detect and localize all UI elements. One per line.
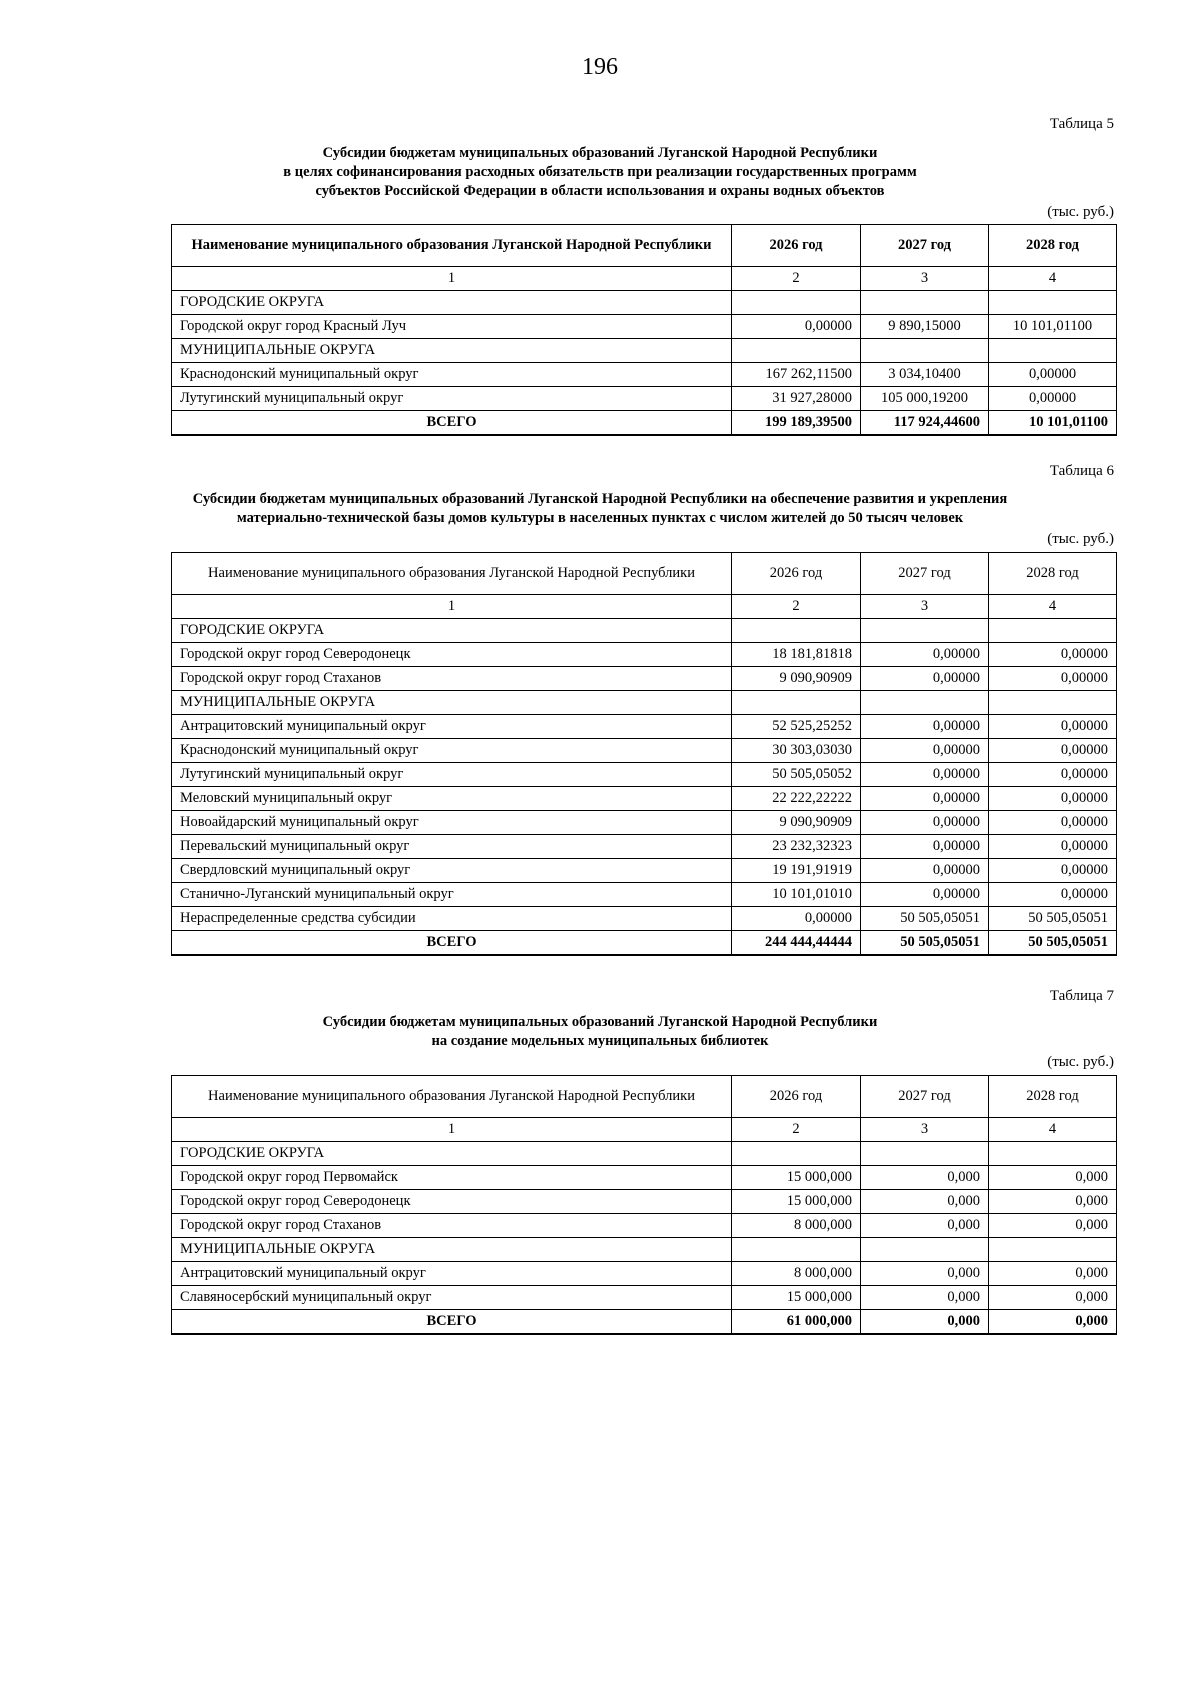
table-title-line: в целях софинансирования расходных обязательств при реализации государственных программ <box>283 164 917 180</box>
value-cell <box>732 619 861 643</box>
column-header-name: Наименование муниципального образования Луганской Народной Республики <box>172 553 732 595</box>
value-cell: 0,000 <box>989 1190 1117 1214</box>
value-cell: 3 034,10400 <box>861 363 989 387</box>
column-index-cell: 2 <box>732 595 861 619</box>
header-row <box>172 1076 1117 1118</box>
column-index-cell: 4 <box>989 1118 1117 1142</box>
value-cell: 15 000,000 <box>732 1190 861 1214</box>
municipality-name-cell: Краснодонский муниципальный округ <box>172 363 732 387</box>
column-index-row <box>172 595 1117 619</box>
column-index-cell: 3 <box>861 267 989 291</box>
table-title <box>130 144 1070 201</box>
value-cell: 117 924,44600 <box>861 411 989 436</box>
units-label: (тыс. руб.) <box>1047 531 1114 547</box>
table-row <box>172 1166 1117 1190</box>
value-cell: 0,00000 <box>861 643 989 667</box>
column-index-cell: 1 <box>172 595 732 619</box>
value-cell: 0,000 <box>989 1262 1117 1286</box>
value-cell: 15 000,000 <box>732 1166 861 1190</box>
table-title-line: на создание модельных муниципальных библиотек <box>431 1033 769 1049</box>
value-cell: 0,00000 <box>989 859 1117 883</box>
column-index-row <box>172 267 1117 291</box>
municipality-name-cell: МУНИЦИПАЛЬНЫЕ ОКРУГА <box>172 691 732 715</box>
column-header-year: 2026 год <box>732 553 861 595</box>
value-cell: 199 189,39500 <box>732 411 861 436</box>
table-row <box>172 907 1117 931</box>
value-cell: 0,00000 <box>989 883 1117 907</box>
municipality-name-cell: ГОРОДСКИЕ ОКРУГА <box>172 291 732 315</box>
municipality-name-cell: Лутугинский муниципальный округ <box>172 763 732 787</box>
value-cell <box>989 1238 1117 1262</box>
table-row <box>172 787 1117 811</box>
value-cell: 0,00000 <box>989 835 1117 859</box>
value-cell: 0,00000 <box>989 787 1117 811</box>
value-cell <box>732 339 861 363</box>
column-header-year: 2028 год <box>989 1076 1117 1118</box>
municipality-name-cell: Нераспределенные средства субсидии <box>172 907 732 931</box>
value-cell <box>732 1238 861 1262</box>
units-label: (тыс. руб.) <box>1047 1054 1114 1070</box>
value-cell: 244 444,44444 <box>732 931 861 956</box>
subsidy-table <box>171 224 1117 436</box>
value-cell: 52 525,25252 <box>732 715 861 739</box>
table-row <box>172 643 1117 667</box>
value-cell <box>732 691 861 715</box>
group-row <box>172 1238 1117 1262</box>
value-cell: 0,000 <box>989 1214 1117 1238</box>
group-row <box>172 1142 1117 1166</box>
value-cell: 0,000 <box>989 1286 1117 1310</box>
value-cell: 8 000,000 <box>732 1214 861 1238</box>
municipality-name-cell: Станично-Луганский муниципальный округ <box>172 883 732 907</box>
municipality-name-cell: Перевальский муниципальный округ <box>172 835 732 859</box>
page-number: 196 <box>582 54 618 80</box>
value-cell: 30 303,03030 <box>732 739 861 763</box>
value-cell: 0,00000 <box>861 883 989 907</box>
municipality-name-cell: Городской округ город Стаханов <box>172 1214 732 1238</box>
value-cell: 0,00000 <box>861 763 989 787</box>
municipality-name-cell: Свердловский муниципальный округ <box>172 859 732 883</box>
municipality-name-cell: Городской округ город Красный Луч <box>172 315 732 339</box>
header-row <box>172 553 1117 595</box>
value-cell: 0,000 <box>861 1190 989 1214</box>
group-row <box>172 339 1117 363</box>
table-row <box>172 811 1117 835</box>
column-index-cell: 1 <box>172 267 732 291</box>
value-cell: 10 101,01010 <box>732 883 861 907</box>
total-row <box>172 931 1117 956</box>
municipality-name-cell: Городской округ город Северодонецк <box>172 643 732 667</box>
table-row <box>172 363 1117 387</box>
column-header-year: 2027 год <box>861 1076 989 1118</box>
table-title-line: материально-технической базы домов культуры в населенных пунктах с числом жителей до 50 тысяч человек <box>236 510 964 526</box>
value-cell: 10 101,01100 <box>989 315 1117 339</box>
table-row <box>172 835 1117 859</box>
subsidy-table <box>171 1075 1117 1335</box>
value-cell <box>732 1142 861 1166</box>
value-cell <box>861 339 989 363</box>
column-header-name: Наименование муниципального образования Луганской Народной Республики <box>172 1076 732 1118</box>
table-row <box>172 715 1117 739</box>
value-cell <box>861 1238 989 1262</box>
column-header-year: 2027 год <box>861 553 989 595</box>
table-row <box>172 739 1117 763</box>
table-row <box>172 1262 1117 1286</box>
table-label: Таблица 6 <box>1049 463 1114 479</box>
value-cell: 9 890,15000 <box>861 315 989 339</box>
value-cell <box>989 339 1117 363</box>
value-cell: 0,00000 <box>989 363 1117 387</box>
column-header-year: 2028 год <box>989 225 1117 267</box>
column-index-cell: 2 <box>732 267 861 291</box>
column-header-year: 2026 год <box>732 1076 861 1118</box>
value-cell: 8 000,000 <box>732 1262 861 1286</box>
header-row <box>172 225 1117 267</box>
municipality-name-cell: ВСЕГО <box>172 411 732 436</box>
column-index-cell: 1 <box>172 1118 732 1142</box>
table-row <box>172 387 1117 411</box>
table-row <box>172 1286 1117 1310</box>
value-cell: 10 101,01100 <box>989 411 1117 436</box>
table-row <box>172 1214 1117 1238</box>
municipality-name-cell: Славяносербский муниципальный округ <box>172 1286 732 1310</box>
table-row <box>172 667 1117 691</box>
column-index-cell: 2 <box>732 1118 861 1142</box>
value-cell: 0,00000 <box>989 739 1117 763</box>
value-cell: 0,00000 <box>732 907 861 931</box>
column-header-name: Наименование муниципального образования Луганской Народной Республики <box>172 225 732 267</box>
subsidy-table <box>171 552 1117 956</box>
value-cell: 0,000 <box>861 1262 989 1286</box>
value-cell: 0,00000 <box>861 811 989 835</box>
value-cell: 0,000 <box>861 1166 989 1190</box>
group-row <box>172 291 1117 315</box>
value-cell: 0,00000 <box>861 667 989 691</box>
value-cell: 0,00000 <box>732 315 861 339</box>
municipality-name-cell: Новоайдарский муниципальный округ <box>172 811 732 835</box>
table-title-line: субъектов Российской Федерации в области использования и охраны водных объектов <box>315 183 885 199</box>
table-row <box>172 1190 1117 1214</box>
value-cell <box>989 691 1117 715</box>
value-cell <box>861 619 989 643</box>
value-cell: 0,000 <box>861 1310 989 1335</box>
value-cell: 0,00000 <box>861 835 989 859</box>
column-index-cell: 4 <box>989 595 1117 619</box>
group-row <box>172 691 1117 715</box>
table-row <box>172 883 1117 907</box>
value-cell <box>861 1142 989 1166</box>
value-cell: 0,00000 <box>989 763 1117 787</box>
table-label: Таблица 7 <box>1049 988 1114 1004</box>
table-title-line: Субсидии бюджетам муниципальных образований Луганской Народной Республики <box>322 145 878 161</box>
column-header-year: 2028 год <box>989 553 1117 595</box>
value-cell: 50 505,05051 <box>989 931 1117 956</box>
municipality-name-cell: ВСЕГО <box>172 1310 732 1335</box>
value-cell <box>989 291 1117 315</box>
table-row <box>172 859 1117 883</box>
municipality-name-cell: Городской округ город Первомайск <box>172 1166 732 1190</box>
value-cell: 0,00000 <box>989 387 1117 411</box>
table-title-line: Субсидии бюджетам муниципальных образований Луганской Народной Республики на обеспечение развития и укрепления <box>192 491 1008 507</box>
value-cell <box>861 291 989 315</box>
value-cell <box>989 1142 1117 1166</box>
municipality-name-cell: Антрацитовский муниципальный округ <box>172 1262 732 1286</box>
value-cell: 19 191,91919 <box>732 859 861 883</box>
total-row <box>172 1310 1117 1335</box>
value-cell: 0,00000 <box>861 787 989 811</box>
column-header-year: 2027 год <box>861 225 989 267</box>
value-cell: 0,00000 <box>861 739 989 763</box>
value-cell: 0,000 <box>861 1286 989 1310</box>
municipality-name-cell: Лутугинский муниципальный округ <box>172 387 732 411</box>
municipality-name-cell: Антрацитовский муниципальный округ <box>172 715 732 739</box>
column-header-year: 2026 год <box>732 225 861 267</box>
value-cell: 167 262,11500 <box>732 363 861 387</box>
table-title <box>130 490 1070 528</box>
value-cell: 0,000 <box>989 1166 1117 1190</box>
value-cell: 18 181,81818 <box>732 643 861 667</box>
table-title <box>130 1013 1070 1051</box>
units-label: (тыс. руб.) <box>1047 204 1114 220</box>
value-cell: 0,00000 <box>861 715 989 739</box>
value-cell: 23 232,32323 <box>732 835 861 859</box>
column-index-row <box>172 1118 1117 1142</box>
table-title-line: Субсидии бюджетам муниципальных образований Луганской Народной Республики <box>322 1014 878 1030</box>
value-cell: 0,00000 <box>861 859 989 883</box>
table-row <box>172 315 1117 339</box>
column-index-cell: 3 <box>861 1118 989 1142</box>
column-index-cell: 4 <box>989 267 1117 291</box>
municipality-name-cell: ГОРОДСКИЕ ОКРУГА <box>172 1142 732 1166</box>
municipality-name-cell: ВСЕГО <box>172 931 732 956</box>
group-row <box>172 619 1117 643</box>
value-cell: 0,00000 <box>989 667 1117 691</box>
value-cell: 0,00000 <box>989 715 1117 739</box>
municipality-name-cell: Городской округ город Северодонецк <box>172 1190 732 1214</box>
value-cell <box>732 291 861 315</box>
value-cell: 0,00000 <box>989 643 1117 667</box>
value-cell: 105 000,19200 <box>861 387 989 411</box>
table-label: Таблица 5 <box>1049 116 1114 132</box>
municipality-name-cell: ГОРОДСКИЕ ОКРУГА <box>172 619 732 643</box>
column-index-cell: 3 <box>861 595 989 619</box>
municipality-name-cell: МУНИЦИПАЛЬНЫЕ ОКРУГА <box>172 339 732 363</box>
total-row <box>172 411 1117 436</box>
value-cell: 0,00000 <box>989 811 1117 835</box>
value-cell: 50 505,05051 <box>861 907 989 931</box>
value-cell: 31 927,28000 <box>732 387 861 411</box>
value-cell: 50 505,05052 <box>732 763 861 787</box>
value-cell: 50 505,05051 <box>989 907 1117 931</box>
table-row <box>172 763 1117 787</box>
value-cell: 9 090,90909 <box>732 811 861 835</box>
value-cell: 9 090,90909 <box>732 667 861 691</box>
value-cell <box>989 619 1117 643</box>
municipality-name-cell: Городской округ город Стаханов <box>172 667 732 691</box>
municipality-name-cell: МУНИЦИПАЛЬНЫЕ ОКРУГА <box>172 1238 732 1262</box>
value-cell <box>861 691 989 715</box>
value-cell: 0,000 <box>989 1310 1117 1335</box>
value-cell: 61 000,000 <box>732 1310 861 1335</box>
value-cell: 15 000,000 <box>732 1286 861 1310</box>
value-cell: 0,000 <box>861 1214 989 1238</box>
municipality-name-cell: Меловский муниципальный округ <box>172 787 732 811</box>
municipality-name-cell: Краснодонский муниципальный округ <box>172 739 732 763</box>
value-cell: 50 505,05051 <box>861 931 989 956</box>
value-cell: 22 222,22222 <box>732 787 861 811</box>
